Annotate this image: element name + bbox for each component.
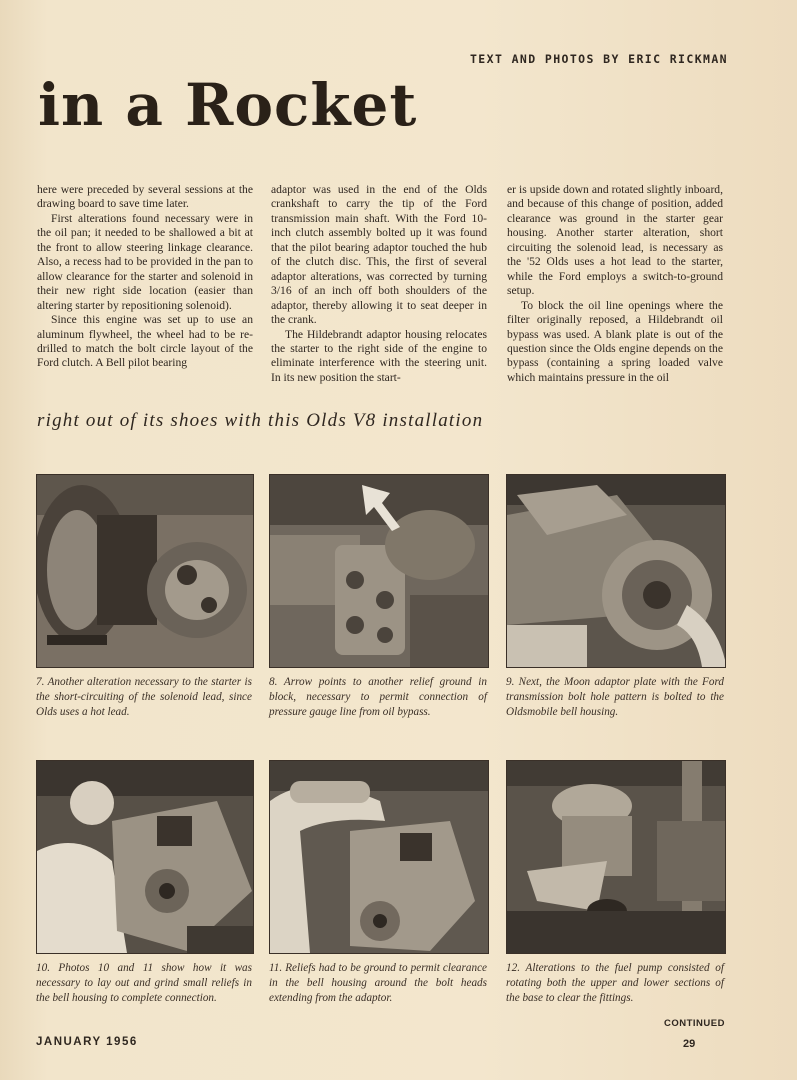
issue-date: JANUARY 1956 [36,1036,138,1048]
photo-11-bell-housing [269,760,489,954]
paragraph: Since this engine was set up to use an aluminum flywheel, the wheel had to be re-drilled to match the bolt circle layout of the Ford clutch. A Bell pilot bearing [37,313,253,370]
body-text [37,183,729,384]
page-number: 29 [683,1038,696,1050]
text-column-2 [271,183,487,385]
paragraph: First alterations found necessary were in the oil pan; it needed to be shallowed a bit at the front to allow steering linkage clearance. Also, a recess had to be provided in the pan to allow clearance for the starter and solenoid in their new right side location (easier than altering starter by repositioning solenoid). [37,211,253,312]
photo-10-grind-reliefs [36,760,254,954]
continued-label: CONTINUED [664,1018,725,1029]
byline: TEXT AND PHOTOS BY ERIC RICKMAN [469,52,728,66]
caption-10: 10. Photos 10 and 11 show how it was necessary to lay out and grind small reliefs in the bell housing to complete connection. [36,962,252,1004]
paragraph: here were preceded by several sessions at the drawing board to save time later. [37,183,253,211]
photo-8-arrow-block [269,474,489,668]
caption-11: 11. Reliefs had to be ground to permit clearance in the bell housing around the bolt heads extending from the adaptor. [269,962,487,1004]
paragraph: er is upside down and rotated slightly inboard, and because of this change of position, added clearance was ground in the starter gear housing. Another starter alteration, short circuiting the solenoid lead, is necessary as the '52 Olds uses a hot lead to the starter, while the Ford employs a switch-to-ground setup. [507,183,723,298]
caption-9: 9. Next, the Moon adaptor plate with the Ford transmission bolt hole pattern is bolted to the Oldsmobile bell housing. [506,676,724,718]
paragraph: To block the oil line openings where the filter originally reposed, a Hildebrandt oil bypass was used. A blank plate is out of the question since the Olds engine depends on the bypass (containing a spring loaded valve which maintains pressure in the oil [507,298,723,384]
subtitle: right out of its shoes with this Olds V8 installation [37,410,484,431]
photo-9-adaptor-plate [506,474,726,668]
paragraph: The Hildebrandt adaptor housing relocates the starter to the right side of the engine to eliminate interference with the steering unit. In its new position the start- [271,327,487,384]
caption-12: 12. Alterations to the fuel pump consisted of rotating both the upper and lower sections of the base to clear the fittings. [506,962,724,1004]
photo-12-fuel-pump [506,760,726,954]
caption-8: 8. Arrow points to another relief ground in block, necessary to permit connection of pressure gauge line from oil bypass. [269,676,487,718]
article-title: in a Rocket [38,71,418,139]
text-column-3 [507,183,723,385]
photo-7-starter [36,474,254,668]
caption-7: 7. Another alteration necessary to the starter is the short-circuiting of the solenoid lead, since Olds uses a hot lead. [36,676,252,718]
text-column-1 [37,183,253,371]
paragraph: adaptor was used in the end of the Olds crankshaft to carry the tip of the Ford transmission main shaft. With the Ford 10-inch clutch assembly bolted up it was found that the pilot bearing adaptor touched the hub of the clutch disc. This, the first of several adaptor alterations, was corrected by turning 3/16 of an inch off both shoulders of the adaptor, thereby allowing it to seat deeper in the crank. [271,183,487,327]
